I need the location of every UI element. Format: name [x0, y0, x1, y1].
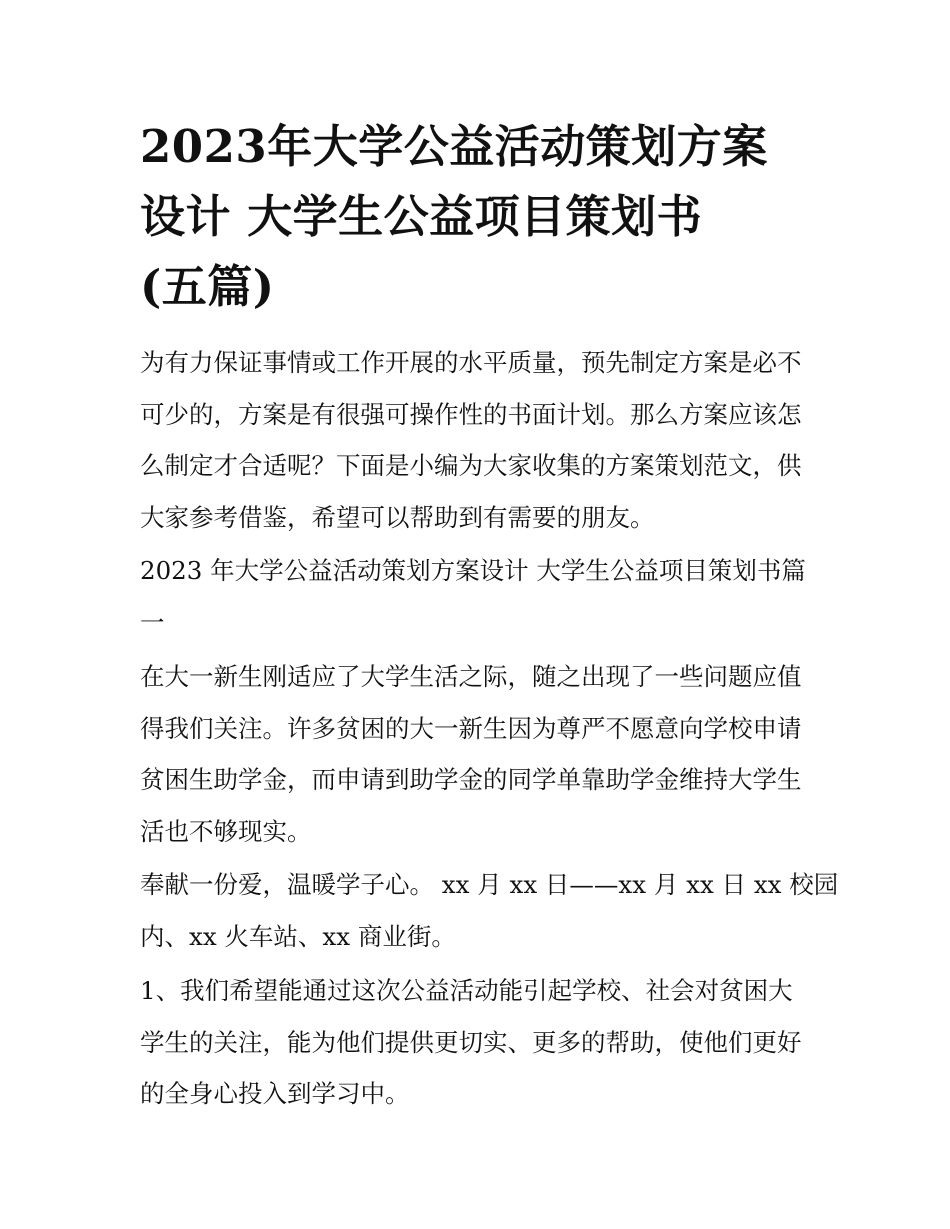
text-line: 么制定才合适呢？下面是小编为大家收集的方案策划范文，供 — [140, 451, 802, 480]
text-line: 一 — [140, 607, 165, 637]
section-heading — [140, 545, 815, 648]
text-line: 的全身心投入到学习中。 — [140, 1079, 410, 1108]
text-line: 活也不够现实。 — [140, 816, 312, 846]
body-paragraph — [140, 965, 815, 1120]
text-line: 学生的关注，能为他们提供更切实、更多的帮助，使他们更好 — [140, 1027, 802, 1057]
document-title — [140, 112, 815, 322]
text-line: 2023 年大学公益活动策划方案设计 大学生公益项目策划书篇 — [140, 556, 806, 585]
text-line: 1、我们希望能通过这次公益活动能引起学校、社会对贫困大 — [140, 976, 793, 1005]
title-line: (五篇) — [140, 260, 275, 313]
body-paragraph — [140, 859, 839, 962]
text-line: 为有力保证事情或工作开展的水平质量，预先制定方案是必不 — [140, 348, 802, 377]
body-paragraph — [140, 651, 815, 857]
text-line: 在大一新生刚适应了大学生活之际，随之出现了一些问题应值 — [140, 662, 802, 691]
text-line: 奉献一份爱，温暖学子心。 xx 月 xx 日——xx 月 xx 日 xx 校园 — [140, 870, 839, 899]
title-line: 设计 大学生公益项目策划书 — [140, 190, 703, 243]
text-line: 大家参考借鉴，希望可以帮助到有需要的朋友。 — [140, 502, 655, 532]
intro-paragraph — [140, 337, 815, 543]
text-line: 得我们关注。许多贫困的大一新生因为尊严不愿意向学校申请 — [140, 713, 802, 743]
text-line: 贫困生助学金，而申请到助学金的同学单靠助学金维持大学生 — [140, 765, 802, 794]
title-line: 2023年大学公益活动策划方案 — [140, 120, 768, 173]
text-line: 可少的，方案是有很强可操作性的书面计划。那么方案应该怎 — [140, 399, 802, 429]
text-line: 内、xx 火车站、xx 商业街。 — [140, 921, 456, 951]
document-body — [140, 112, 839, 1120]
